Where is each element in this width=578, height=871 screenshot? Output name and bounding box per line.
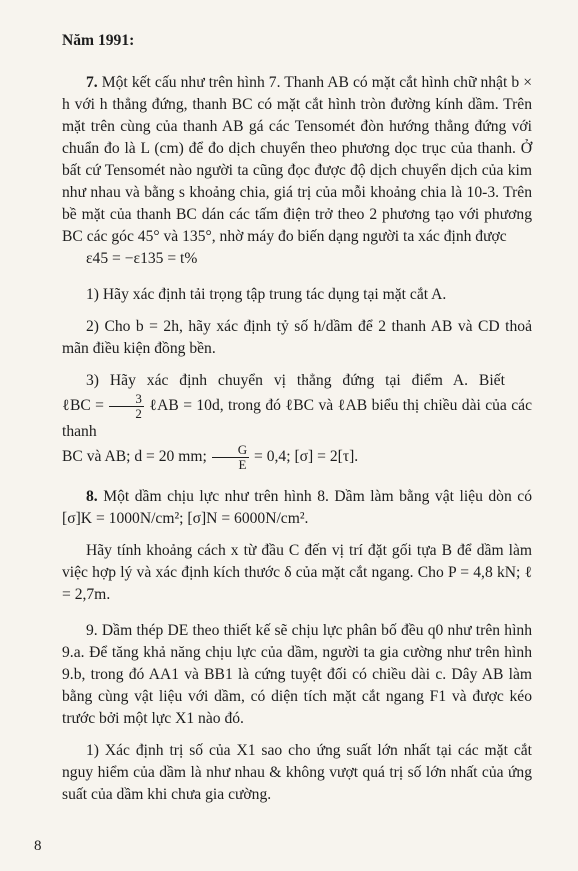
problem-7-equation: ε45 = −ε135 = t% [86, 250, 198, 267]
problem-8-question: Hãy tính khoảng cách x từ đầu C đến vị trí đặt gối tựa B để dầm làm việc hợp lý và xác định kích thước δ của mặt cắt ngang. Cho P = 4,8 kN; ℓ = 2,7m. [62, 542, 532, 603]
q3-ge-fraction [212, 443, 249, 472]
section-heading: Năm 1991: [62, 32, 135, 49]
problem-7-question-1: 1) Hãy xác định tải trọng tập trung tác dụng tại mặt cắt A. [86, 286, 447, 303]
q3-line-1: 3) Hãy xác định chuyển vị thẳng đứng tại điểm A. Biết [86, 372, 505, 389]
problem-8-number: 8. [86, 488, 98, 505]
problem-9-question-1: 1) Xác định trị số của X1 sao cho ứng suất lớn nhất tại các mặt cắt nguy hiểm của dầm là như nhau & không vượt quá trị số lớn nhất của ứng suất của dầm khi chưa gia cường. [62, 742, 532, 803]
page-number: 8 [34, 838, 42, 854]
q3-fraction-denominator: 2 [135, 406, 142, 421]
problem-7-question-3 [62, 370, 532, 472]
q3-line-3: BC và AB; d = 20 mm; [62, 448, 207, 466]
problem-7-number: 7. [86, 74, 98, 91]
q3-ge-numerator: G [212, 443, 249, 458]
problem-8 [62, 486, 532, 530]
problem-9: 9. Dầm thép DE theo thiết kế sẽ chịu lực phân bố đều q0 như trên hình 9.a. Để tăng khả năng chịu lực của dầm, người ta gia cường như trên hình 9.b, trong đó AA1 và BB1 là cứng tuyệt đối có chiều dài c. Dây AB làm bằng cùng vật liệu với dầm, có diện tích mặt cắt ngang F1 và được kéo trước bởi một lực X1 nào đó. [62, 622, 532, 727]
q3-fraction-numerator: 3 [109, 392, 144, 407]
q3-fraction [109, 392, 144, 421]
q3-line-3-end: = 0,4; [σ] = 2[τ]. [254, 448, 359, 466]
q3-ge-denominator: E [238, 457, 247, 472]
q3-eq-lab: ℓAB = 10d, trong đó ℓBC và ℓAB biểu thị chiều dài của các thanh [62, 397, 533, 440]
problem-7 [62, 72, 532, 270]
problem-8-text: Một dầm chịu lực như trên hình 8. Dầm làm bằng vật liệu dòn có [σ]K = 1000N/cm²; [σ]N = 6000N/cm². [62, 488, 532, 527]
q3-eq-lbc: ℓBC = [62, 397, 104, 415]
problem-7-text: Một kết cấu như trên hình 7. Thanh AB có mặt cắt hình chữ nhật b × h với h thẳng đứng, thanh BC có mặt cắt hình tròn đường kính dầm. Trên mặt trên cùng của thanh AB gá các Tensomét đòn hướng thẳng đứng với chuẩn đo là L (cm) để đo dịch chuyển theo phương dọc trục của thanh. Ở bất cứ Tensomét nào người ta cũng đọc được độ dịch chuyển dịch của kim như nhau và bằng s khoảng chia, giá trị của mỗi khoảng chia là 10-3. Trên bề mặt của thanh BC dán các tấm điện trở theo 2 phương tạo với phương BC các góc 45° và 135°, nhờ máy đo biến dạng người ta xác định được [62, 74, 532, 245]
problem-7-question-2: 2) Cho b = 2h, hãy xác định tỷ số h/dầm để 2 thanh AB và CD thoả mãn điều kiện đồng bền. [62, 318, 532, 357]
